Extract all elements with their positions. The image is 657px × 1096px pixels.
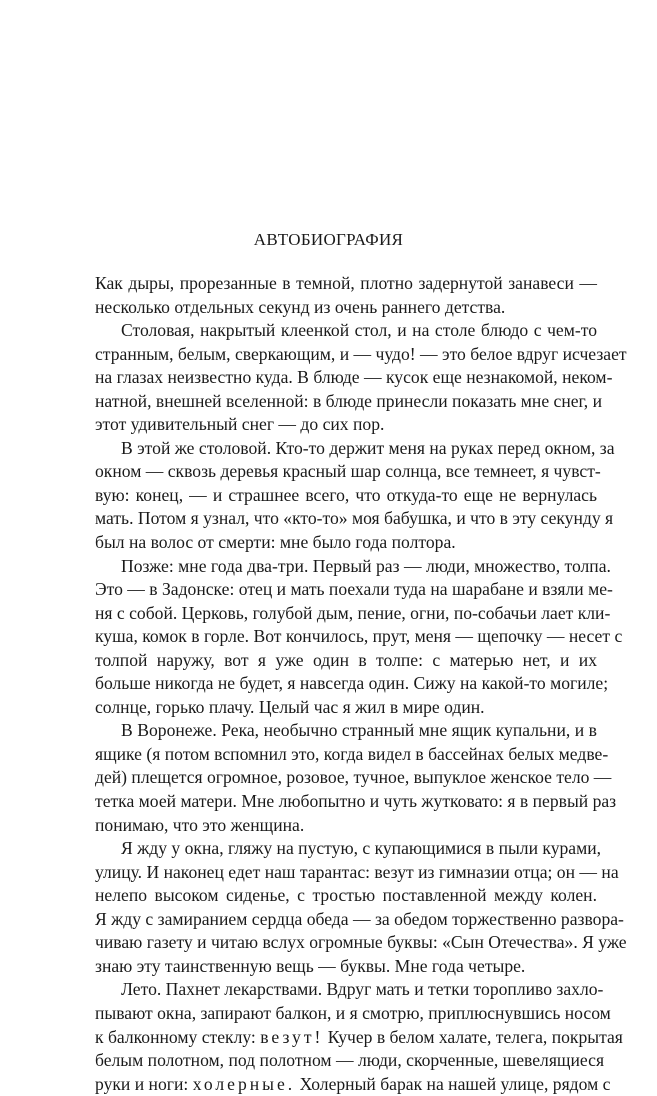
text-line <box>95 1073 611 1096</box>
body-text <box>95 272 627 1096</box>
text-line: натной, внешней вселенной: в блюде принесли показать мне снег, и <box>95 390 603 411</box>
text-segment: руки и ноги: <box>95 1073 189 1094</box>
text-line: окном — сквозь деревья красный шар солнца, все темнеет, я чувст- <box>95 461 601 482</box>
text-line <box>95 1026 623 1050</box>
text-line: был на волос от смерти: мне было года полтора. <box>95 532 456 553</box>
text-line: тетка моей матери. Мне любопытно и чуть жутковато: я в первый раз <box>95 791 617 812</box>
text-line: Это — в Задонске: отец и мать поехали туда на шарабане и взяли ме- <box>95 579 613 600</box>
text-line: солнце, горько плачу. Целый час я жил в мире один. <box>95 696 485 717</box>
text-line: В этой же столовой. Кто-то держит меня на руках перед окном, за <box>121 437 615 458</box>
text-segment: Кучер в белом халате, телега, покрытая <box>327 1026 623 1047</box>
text-line: В Воронеже. Река, необычно странный мне ящик купальни, и в <box>121 720 597 741</box>
text-line: нелепо высоком сиденье, с тростью поставленной между колен. <box>95 885 597 906</box>
text-line: больше никогда не будет, я навсегда один. Сижу на какой-то могиле; <box>95 673 609 694</box>
text-line: чиваю газету и читаю вслух огромные буквы: «Сын Отечества». Я уже <box>95 932 627 953</box>
text-line: Позже: мне года два-три. Первый раз — люди, множество, толпа. <box>121 555 611 576</box>
text-line: толпой наружу, вот я уже один в толпе: с матерью нет, и их <box>95 649 597 670</box>
text-line: улицу. И наконец едет наш тарантас: везут из гимназии отца; он — на <box>95 861 619 882</box>
spaced-word: холерные. <box>192 1073 296 1094</box>
text-segment: Холерный барак на нашей улице, рядом с <box>299 1073 611 1094</box>
text-line: Я жду у окна, гляжу на пустую, с купающимися в пыли курами, <box>121 838 602 859</box>
text-line: мать. Потом я узнал, что «кто-то» моя бабушка, и что в эту секунду я <box>95 508 614 529</box>
text-line: вую: конец, — и страшнее всего, что откуда-то еще не вернулась <box>95 484 597 505</box>
text-line: ящике (я потом вспомнил это, когда видел в бассейнах белых медве- <box>95 743 609 764</box>
text-line: Столовая, накрытый клеенкой стол, и на столе блюдо с чем-то <box>121 320 597 341</box>
text-line: несколько отдельных секунд из очень раннего детства. <box>95 296 506 317</box>
text-line: Я жду с замиранием сердца обеда — за обедом торжественно развора- <box>95 908 624 929</box>
text-line: ня с собой. Церковь, голубой дым, пение, огни, по-собачьи лает кли- <box>95 602 611 623</box>
text-line: пывают окна, запирают балкон, и я смотрю, приплюснувшись носом <box>95 1002 611 1023</box>
text-line: куша, комок в горле. Вот кончилось, прут, меня — щепочку — несет с <box>95 626 623 647</box>
text-line: этот удивительный снег — до сих пор. <box>95 414 385 435</box>
text-line: на глазах неизвестно куда. В блюде — кусок еще незнакомой, неком- <box>95 367 613 388</box>
spaced-word: везут! <box>260 1026 324 1047</box>
text-line: белым полотном, под полотном — люди, скорченные, шевелящиеся <box>95 1050 605 1071</box>
text-line: понимаю, что это женщина. <box>95 814 305 835</box>
text-line: Как дыры, прорезанные в темной, плотно задернутой занавеси — <box>95 273 597 293</box>
chapter-title: АВТОБИОГРАФИЯ <box>253 230 404 249</box>
text-line: знаю эту таинственную вещь — буквы. Мне года четыре. <box>95 955 526 976</box>
text-segment: к балконному стеклу: <box>95 1026 256 1047</box>
text-line: странным, белым, сверкающим, и — чудо! — это белое вдруг исчезает <box>95 343 627 364</box>
text-line: Лето. Пахнет лекарствами. Вдруг мать и тетки торопливо захло- <box>121 979 604 1000</box>
text-line: дей) плещется огромное, розовое, тучное, выпуклое женское тело — <box>95 767 612 788</box>
